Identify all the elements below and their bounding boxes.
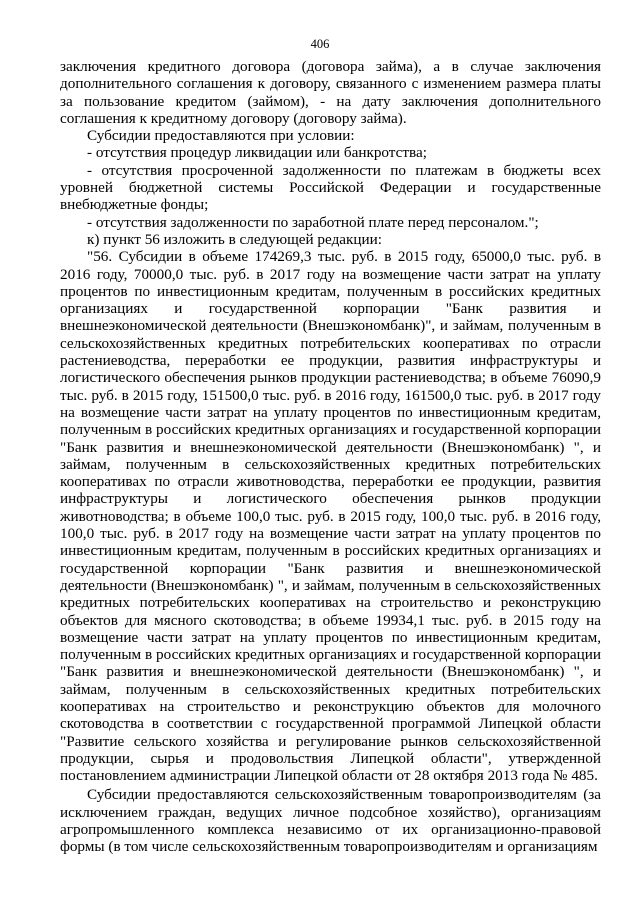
paragraph-condition-liquidation: - отсутствия процедур ликвидации или банкротства; [87, 144, 427, 162]
paragraph-conditions-intro: Субсидии предоставляются при условии: [87, 127, 355, 145]
paragraph-clause-56: "56. Субсидии в объеме 174269,3 тыс. руб. в 2015 году, 65000,0 тыс. руб. в 2016 году, 70000,0 тыс. руб. в 2017 году на возмещение части затрат на уплату процентов по инвестиционным кредитам, полученным в российских кредитных организациях и государственной корпорации "Банк развития и внешнеэкономической деятельности (Внешэкономбанк)", и займам, полученным в сельскохозяйственных кредитных потребительских кооперативах по отрасли растениеводства, переработки ее продукции, развития инфраструктуры и логистического обеспечения рынков продукции растениеводства; в объеме 76090,9 тыс. руб. в 2015 году, 151500,0 тыс. руб. в 2016 году, 161500,0 тыс. руб. в 2017 году на возмещение части затрат на уплату процентов по инвестиционным кредитам, полученным в российских кредитных организациях и государственной корпорации "Банк развития и внешнеэкономической деятельности (Внешэкономбанк) ", и займам, полученным в сельскохозяйственных кредитных потребительских кооперативах по отрасли животноводства, переработки ее продукции, развития инфраструктуры и логистического обеспечения рынков продукции животноводства; в объеме 100,0 тыс. руб. в 2015 году, 100,0 тыс. руб. в 2016 году, 100,0 тыс. руб. в 2017 году на возмещение части затрат на уплату процентов по инвестиционным кредитам, полученным в российских кредитных организациях и государственной корпорации "Банк развития и внешнеэкономической деятельности (Внешэкономбанк) ", и займам, полученным в сельскохозяйственных кредитных потребительских кооперативах на строительство и реконструкцию объектов для мясного скотоводства; в объеме 19934,1 тыс. руб. в 2015 году на возмещение части затрат на уплату процентов по инвестиционным кредитам, полученным в российских кредитных организациях и государственной корпорации "Банк развития и внешнеэкономической деятельности (Внешэкономбанк) ", и займам, полученным в сельскохозяйственных кредитных потребительских кооперативах на строительство и реконструкцию объектов для молочного скотоводства в соответствии с государственной программой Липецкой области "Развитие сельского хозяйства и регулирование рынков сельскохозяйственной продукции, сырья и продовольствия Липецкой области", утвержденной постановлением администрации Липецкой области от 28 октября 2013 года № 485. [60, 248, 601, 785]
page-number: 406 [310, 37, 330, 51]
paragraph-condition-salary-debt: - отсутствия задолженности по заработной плате перед персоналом."; [87, 213, 539, 231]
paragraph-loan-agreement: заключения кредитного договора (договора займа), а в случае заключения дополнительного соглашения к договору, связанного с изменением размера платы за пользование кредитом (займом), - на дату заключения дополнительного соглашения к кредитному договору (договору займа). [60, 58, 601, 127]
document-body [60, 58, 601, 856]
paragraph-item-k: к) пункт 56 изложить в следующей редакции: [87, 230, 383, 248]
paragraph-subsidy-recipients: Субсидии предоставляются сельскохозяйственным товаропроизводителям (за исключением граждан, ведущих личное подсобное хозяйство), организациям агропромышленного комплекса независимо от их организационно-правовой формы (в том числе сельскохозяйственным товаропроизводителям и организациям [60, 786, 601, 856]
paragraph-condition-budget-debt: - отсутствия просроченной задолженности по платежам в бюджеты всех уровней бюджетной системы Российской Федерации и государственные внебюджетные фонды; [60, 161, 601, 214]
